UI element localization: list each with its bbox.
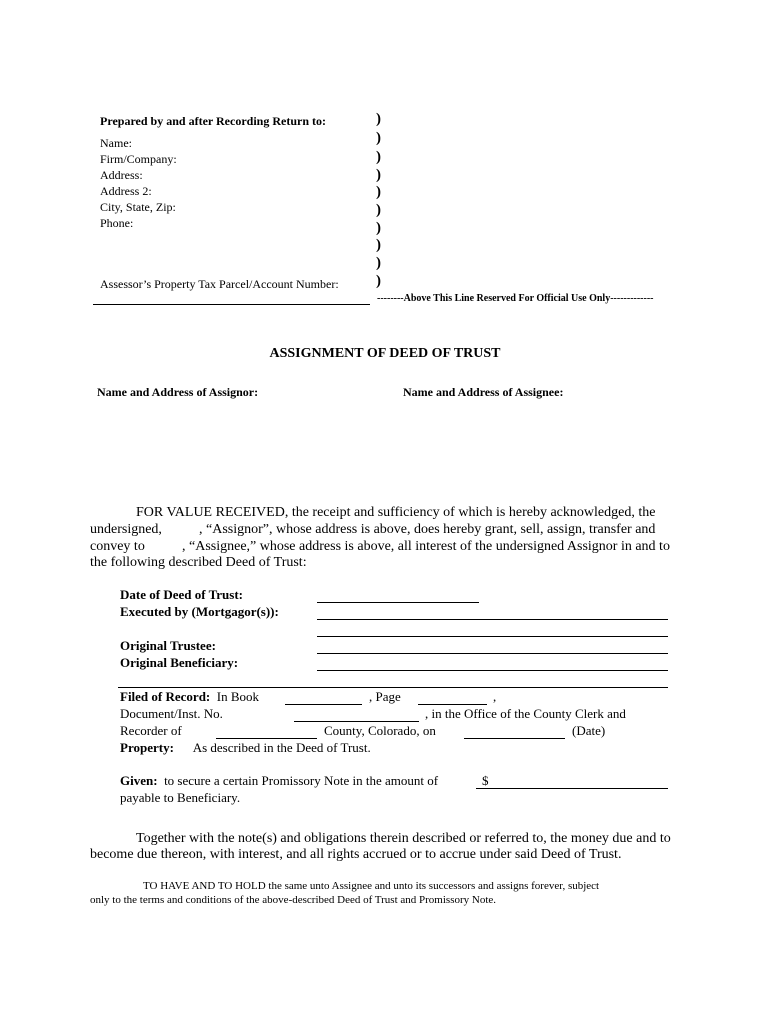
undersigned-label: undersigned, — [90, 522, 162, 537]
mortgagor-field-2[interactable] — [317, 636, 668, 637]
page-label: , Page — [369, 689, 401, 704]
together-with-line1: Together with the note(s) and obligations therein described or referred to, the money due and to — [136, 831, 671, 846]
original-trustee-label: Original Trustee: — [120, 638, 216, 653]
address2-field-label: Address 2: — [100, 184, 152, 198]
property-row — [120, 740, 371, 756]
parcel-number-label: Assessor’s Property Tax Parcel/Account Number: — [100, 277, 339, 291]
habendum-line2: only to the terms and conditions of the above-described Deed of Trust and Promissory Note. — [90, 894, 497, 906]
note-amount-field[interactable] — [476, 788, 668, 789]
in-book-label: In Book — [216, 689, 260, 704]
recorder-of-label: Recorder of — [120, 723, 182, 738]
promissory-note-text: to secure a certain Promissory Note in the amount of — [164, 773, 439, 788]
paren-mark: ) — [376, 220, 381, 236]
filed-of-record-row — [120, 689, 259, 705]
payable-text: payable to Beneficiary. — [120, 790, 241, 805]
original-beneficiary-field[interactable] — [317, 670, 668, 671]
given-label: Given: — [120, 773, 158, 788]
property-label: Property: — [120, 740, 174, 755]
original-beneficiary-label: Original Beneficiary: — [120, 655, 239, 670]
paren-mark: ) — [376, 202, 381, 218]
described-deed-line: the following described Deed of Trust: — [90, 555, 307, 570]
official-use-line: --------Above This Line Reserved For Official Use Only------------- — [377, 293, 654, 304]
paren-mark: ) — [376, 184, 381, 200]
given-row — [120, 773, 438, 789]
filed-of-record-label: Filed of Record: — [120, 689, 211, 704]
county-colorado-label: County, Colorado, on — [324, 723, 436, 738]
convey-to-label: convey to — [90, 539, 145, 554]
paren-mark: ) — [376, 167, 381, 183]
assignor-label: Name and Address of Assignor: — [97, 385, 259, 399]
paren-mark: ) — [376, 237, 381, 253]
together-with-line2: become due thereon, with interest, and all rights accrued or to accrue under said Deed of Trust. — [90, 847, 622, 862]
assignee-label: Name and Address of Assignee: — [403, 385, 564, 399]
paren-mark: ) — [376, 130, 381, 146]
city-state-zip-label: City, State, Zip: — [100, 200, 176, 214]
date-of-deed-field[interactable] — [317, 602, 479, 603]
name-field-label: Name: — [100, 136, 132, 150]
paren-mark: ) — [376, 273, 381, 289]
firm-field-label: Firm/Company: — [100, 152, 177, 166]
document-no-label: Document/Inst. No. — [120, 706, 223, 721]
recording-date-field[interactable] — [464, 738, 565, 739]
paren-mark: ) — [376, 111, 381, 127]
page-comma: , — [493, 689, 497, 704]
document-title: ASSIGNMENT OF DEED OF TRUST — [269, 346, 501, 361]
book-field[interactable] — [285, 704, 362, 705]
value-received-line1: FOR VALUE RECEIVED, the receipt and sufficiency of which is hereby acknowledged, the — [136, 505, 656, 520]
assignee-clause: , “Assignee,” whose address is above, all interest of the undersigned Assignor in and to — [182, 539, 670, 554]
page-field[interactable] — [418, 704, 487, 705]
prepared-by-label: Prepared by and after Recording Return to: — [100, 114, 326, 128]
date-paren-label: (Date) — [572, 723, 606, 738]
county-field[interactable] — [216, 738, 317, 739]
paren-mark: ) — [376, 255, 381, 271]
original-trustee-field[interactable] — [317, 653, 668, 654]
phone-field-label: Phone: — [100, 216, 134, 230]
paren-mark: ) — [376, 149, 381, 165]
date-of-deed-label: Date of Deed of Trust: — [120, 587, 243, 602]
county-clerk-text: , in the Office of the County Clerk and — [425, 706, 626, 721]
parcel-number-line — [93, 304, 370, 305]
dollar-sign: $ — [482, 773, 489, 788]
section-divider-line — [118, 687, 668, 688]
document-no-field[interactable] — [294, 721, 419, 722]
property-value: As described in the Deed of Trust. — [192, 740, 371, 755]
mortgagor-field[interactable] — [317, 619, 668, 620]
assignor-clause: , “Assignor”, whose address is above, does hereby grant, sell, assign, transfer and — [199, 522, 656, 537]
habendum-line1: TO HAVE AND TO HOLD the same unto Assignee and unto its successors and assigns forever, subject — [143, 880, 600, 892]
address-field-label: Address: — [100, 168, 143, 182]
executed-by-label: Executed by (Mortgagor(s)): — [120, 604, 279, 619]
